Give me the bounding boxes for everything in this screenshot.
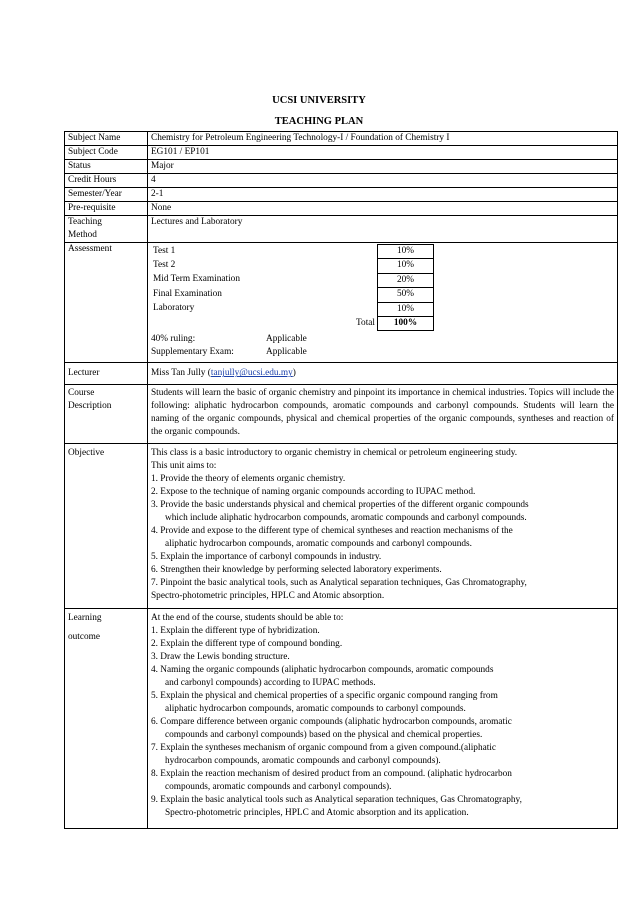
label-lecturer: Lecturer: [65, 363, 148, 385]
assessment-total-row: [151, 317, 434, 331]
objective-item: [151, 473, 614, 486]
label-course-line1: Course: [68, 388, 95, 399]
objective-item-text: 2. Expose to the technique of naming organic compounds according to IUPAC method.: [151, 487, 476, 498]
objective-item-cont: aliphatic hydrocarbon compounds, aromatic compounds and carbonyl compounds.: [165, 539, 472, 550]
assessment-name: Test 1: [153, 245, 176, 256]
objective-item-text: 7. Pinpoint the basic analytical tools, such as Analytical separation techniques, Gas Chromatography,: [151, 578, 527, 589]
teaching-plan-table: [64, 131, 618, 829]
learning-item-text: 4. Naming the organic compounds (aliphatic hydrocarbon compounds, aromatic compounds: [151, 665, 494, 676]
label-objective: Objective: [65, 444, 148, 609]
university-title: UCSI UNIVERSITY: [272, 95, 366, 106]
assessment-pct: 10%: [378, 259, 434, 273]
learning-item: [151, 664, 614, 690]
label-status: Status: [65, 160, 148, 174]
row-subject-code: [65, 146, 618, 160]
label-subject-name: Subject Name: [65, 132, 148, 146]
label-learning-line2: outcome: [68, 632, 101, 643]
objective-item-text: 5. Explain the importance of carbonyl compounds in industry.: [151, 552, 382, 563]
learning-item-text: 1. Explain the different type of hybridization.: [151, 626, 320, 637]
row-teaching-method: [65, 216, 618, 243]
label-course-line2: Description: [68, 401, 112, 412]
lecturer-close: ): [292, 368, 296, 379]
row-lecturer: [65, 363, 618, 385]
learning-item: [151, 625, 614, 638]
label-learning-line1: Learning: [68, 613, 102, 624]
learning-item-cont: Spectro-photometric principles, HPLC and Atomic absorption and its application.: [165, 808, 469, 819]
value-teaching-method: Lectures and Laboratory: [148, 216, 618, 243]
learning-intro: At the end of the course, students should be able to:: [151, 613, 344, 624]
row-prerequisite: [65, 202, 618, 216]
learning-item-cont: compounds and carbonyl compounds) based on the physical and chemical properties.: [165, 730, 483, 741]
assessment-pct: 50%: [378, 288, 434, 302]
row-credit-hours: [65, 174, 618, 188]
assessment-row: [151, 302, 434, 316]
objective-item: [151, 486, 614, 499]
value-objective: [148, 444, 618, 609]
learning-item-cont: and carbonyl compounds) according to IUPAC methods.: [165, 678, 376, 689]
plan-title: TEACHING PLAN: [274, 116, 364, 127]
assessment-row: [151, 273, 434, 287]
assessment-name: Mid Term Examination: [153, 274, 240, 285]
value-assessment: [148, 243, 618, 363]
assessment-pct: 10%: [378, 245, 434, 259]
value-prerequisite: None: [148, 202, 618, 216]
ruling-label: 40% ruling:: [151, 334, 196, 345]
ruling-line: [151, 333, 614, 346]
objective-item: [151, 564, 614, 577]
assessment-row: [151, 245, 434, 259]
objective-item-text: 6. Strengthen their knowledge by performing selected laboratory experiments.: [151, 565, 442, 576]
row-semester: [65, 188, 618, 202]
assessment-pct: 10%: [378, 302, 434, 316]
learning-item-cont: hydrocarbon compounds, aromatic compounds and carbonyl compounds).: [165, 756, 441, 767]
supplementary-label: Supplementary Exam:: [151, 347, 234, 358]
label-teaching-line1: Teaching: [68, 217, 102, 227]
value-status: Major: [148, 160, 618, 174]
lecturer-email-link[interactable]: tanjully@ucsi.edu.my: [210, 368, 293, 379]
assessment-pct: 20%: [378, 273, 434, 287]
label-semester: Semester/Year: [65, 188, 148, 202]
assessment-total-label: Total: [151, 317, 378, 331]
objective-item-text: 4. Provide and expose to the different type of chemical syntheses and reaction mechanisms of the: [151, 526, 513, 537]
value-credit-hours: 4: [148, 174, 618, 188]
value-subject-code: EG101 / EP101: [148, 146, 618, 160]
value-subject-name: Chemistry for Petroleum Engineering Technology-I / Foundation of Chemistry I: [148, 132, 618, 146]
row-subject-name: [65, 132, 618, 146]
learning-item-text: 7. Explain the syntheses mechanism of organic compound from a given compound.(aliphatic: [151, 743, 497, 754]
learning-item-text: 6. Compare difference between organic compounds (aliphatic hydrocarbon compounds, aromatic: [151, 717, 512, 728]
assessment-total-value: 100%: [378, 317, 434, 331]
assessment-name: Test 2: [153, 259, 176, 270]
objective-intro: This class is a basic introductory to organic chemistry in chemical or petroleum engineering study.: [151, 448, 518, 459]
learning-item-cont: aliphatic hydrocarbon compounds, aromatic compounds to carbonyl compounds.: [165, 704, 466, 715]
label-teaching-line2: Method: [68, 230, 97, 240]
row-objective: [65, 444, 618, 609]
objective-item: [151, 577, 614, 590]
learning-item-text: 5. Explain the physical and chemical properties of a specific organic compound ranging from: [151, 691, 498, 702]
objective-item-text: 3. Provide the basic understands physical and chemical properties of the different organic compounds: [151, 500, 529, 511]
value-semester: 2-1: [148, 188, 618, 202]
lecturer-name: Miss Tan Jully (: [151, 368, 211, 379]
learning-item: [151, 768, 614, 794]
learning-item-cont: compounds, aromatic compounds and carbonyl compounds).: [165, 782, 392, 793]
learning-item-text: 8. Explain the reaction mechanism of desired product from an compound. (aliphatic hydrocarbon: [151, 769, 512, 780]
learning-item: [151, 690, 614, 716]
value-lecturer: [148, 363, 618, 385]
row-assessment: [65, 243, 618, 363]
assessment-name: Final Examination: [153, 288, 222, 299]
learning-item: [151, 638, 614, 651]
label-subject-code: Subject Code: [65, 146, 148, 160]
label-learning-outcome: [65, 609, 148, 829]
objective-item-text: 1. Provide the theory of elements organic chemistry.: [151, 474, 346, 485]
objective-last: Spectro-photometric principles, HPLC and Atomic absorption.: [151, 591, 385, 602]
supplementary-line: [151, 346, 614, 359]
learning-item: [151, 742, 614, 768]
label-assessment: Assessment: [65, 243, 148, 363]
objective-item: [151, 551, 614, 564]
learning-item: [151, 651, 614, 664]
objective-aims: This unit aims to:: [151, 461, 217, 472]
row-learning-outcome: [65, 609, 618, 829]
learning-item-text: 9. Explain the basic analytical tools such as Analytical separation techniques, Gas Chromatography,: [151, 795, 522, 806]
value-learning-outcome: [148, 609, 618, 829]
label-prerequisite: Pre-requisite: [65, 202, 148, 216]
assessment-table: [151, 244, 434, 331]
learning-item-text: 2. Explain the different type of compound bonding.: [151, 639, 343, 650]
assessment-name: Laboratory: [153, 303, 195, 314]
label-credit-hours: Credit Hours: [65, 174, 148, 188]
label-teaching-method: [65, 216, 148, 243]
ruling-value: Applicable: [266, 334, 307, 345]
objective-item: [151, 499, 614, 525]
learning-item: [151, 794, 614, 820]
learning-item-text: 3. Draw the Lewis bonding structure.: [151, 652, 290, 663]
objective-item-cont: which include aliphatic hydrocarbon compounds, aromatic compounds and carbonyl compounds.: [165, 513, 527, 524]
assessment-row: [151, 259, 434, 273]
row-course-description: [65, 385, 618, 444]
assessment-row: [151, 288, 434, 302]
label-course-description: [65, 385, 148, 444]
objective-item: [151, 525, 614, 551]
supplementary-value: Applicable: [266, 347, 307, 358]
row-status: [65, 160, 618, 174]
learning-item: [151, 716, 614, 742]
value-course-description: Students will learn the basic of organic chemistry and pinpoint its importance in chemical industries. Topics will include the following: aliphatic hydrocarbon compounds, aromatic compounds and carbonyl compounds. Students will learn the naming of the organic compounds, physical and chemical properties of the organic compounds, syntheses and reaction of the organic compounds.: [148, 385, 618, 444]
